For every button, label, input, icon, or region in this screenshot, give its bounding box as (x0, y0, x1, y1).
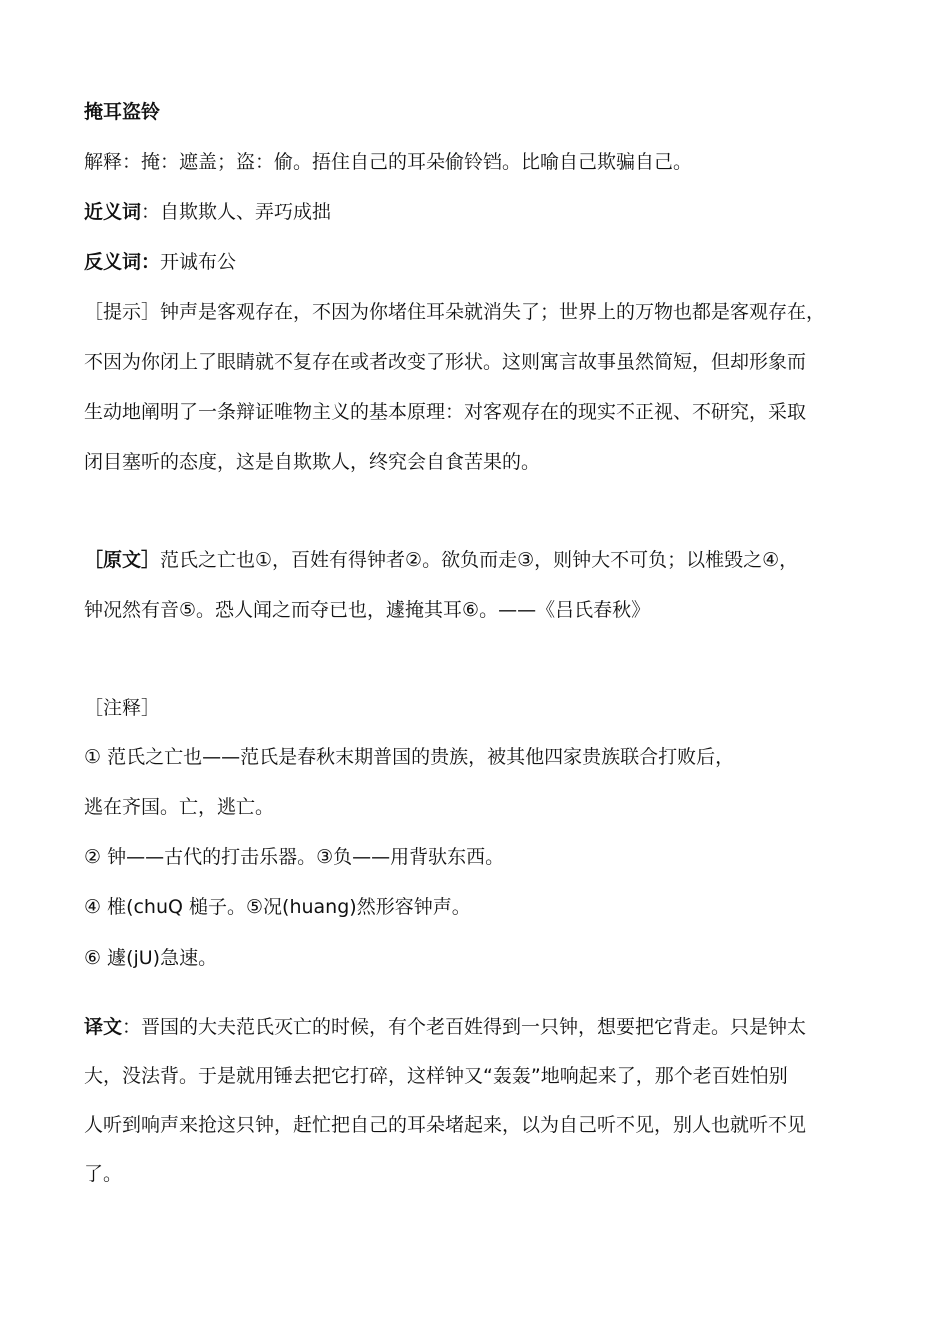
antonyms-line (84, 250, 236, 274)
explanation-label: 解释： (84, 151, 142, 173)
translation-line: 大，没法背。于是就用锤去把它打碎，这样钟又“轰轰”地响起来了，那个老百姓怕别 (84, 1065, 788, 1087)
original-line (84, 548, 798, 572)
explanation-text: 掩：遮盖；盗：偷。捂住自己的耳朵偷铃铛。比喻自己欺骗自己。 (141, 151, 693, 173)
translation-line: 人听到响声来抢这只钟，赶忙把自己的耳朵堵起来，以为自己听不见，别人也就听不见 (84, 1114, 807, 1136)
antonyms-text: 开诚布公 (160, 251, 237, 273)
original-line: 钟况然有音⑤。恐人闻之而夺已也，遽掩其耳⑥。——《吕氏春秋》 (84, 599, 651, 621)
note-line: ④ 椎(chuQ 槌子。⑤况(huang)然形容钟声。 (84, 896, 471, 918)
notes-heading: ［注释］ (84, 697, 161, 719)
hint-line: 不因为你闭上了眼睛就不复存在或者改变了形状。这则寓言故事虽然简短，但却形象而 (84, 351, 807, 373)
original-text: 范氏之亡也①，百姓有得钟者②。欲负而走③，则钟大不可负；以椎毁之④， (160, 549, 799, 571)
note-line: ① 范氏之亡也——范氏是春秋末期普国的贵族，被其他四家贵族联合打败后， (84, 746, 735, 768)
hint-line: 生动地阐明了一条辩证唯物主义的基本原理：对客观存在的现实不正视、不研究，采取 (84, 401, 807, 423)
explanation-line (84, 150, 692, 174)
note-line: 逃在齐国。亡，逃亡。 (84, 796, 275, 818)
title: 掩耳盗铃 (84, 101, 161, 123)
note-line: ⑥ 遽(jU)急速。 (84, 947, 218, 969)
synonyms-text: ：自欺欺人、弄巧成拙 (141, 201, 332, 223)
hint-line: 闭目塞听的态度，这是自欺欺人，终究会自食苦果的。 (84, 451, 541, 473)
translation-text: ：晋国的大夫范氏灭亡的时候，有个老百姓得到一只钟，想要把它背走。只是钟太 (122, 1016, 807, 1038)
hint-line: ［提示］钟声是客观存在，不因为你堵住耳朵就消失了；世界上的万物也都是客观存在， (84, 301, 826, 323)
synonyms-label: 近义词 (84, 201, 142, 223)
translation-line (84, 1015, 806, 1039)
antonyms-label: 反义词： (84, 251, 161, 273)
translation-label: 译文 (84, 1016, 123, 1038)
original-label: ［原文］ (84, 549, 161, 571)
note-line: ② 钟——古代的打击乐器。③负——用背驮东西。 (84, 846, 505, 868)
translation-line: 了。 (84, 1163, 123, 1185)
synonyms-line (84, 200, 331, 224)
